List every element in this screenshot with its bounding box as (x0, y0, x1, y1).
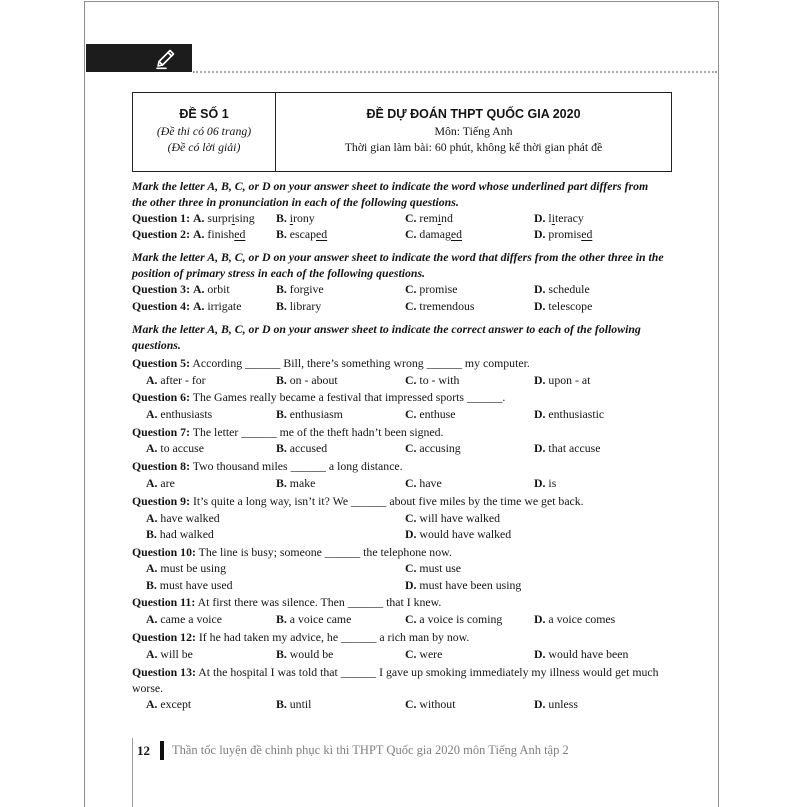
option-letter: D. (534, 407, 546, 421)
option-text: on - about (289, 373, 338, 387)
question-row (132, 629, 672, 646)
option-text: must be using (160, 561, 226, 575)
question-stem-continued: worse. (132, 681, 164, 695)
option-c (405, 475, 442, 492)
question-label: Question 9: (132, 494, 191, 508)
option-text: are (160, 476, 175, 490)
option-c (405, 646, 442, 663)
option-d (534, 372, 590, 389)
question-stem: Two thousand miles ______ a long distance. (192, 459, 403, 473)
option-letter: A. (192, 211, 205, 225)
option-text: must have used (159, 578, 233, 592)
option-text: until (289, 697, 312, 711)
option-letter: B. (146, 578, 157, 592)
option-letter: C. (405, 227, 417, 241)
option-a (193, 211, 255, 225)
underlined-part: ed (581, 227, 593, 241)
option-text: would be (289, 647, 334, 661)
option-letter: D. (405, 527, 417, 541)
option-text: that accuse (548, 441, 601, 455)
option-text: library (289, 299, 322, 313)
option-letter: B. (276, 612, 287, 626)
option-letter: D. (534, 612, 546, 626)
option-text: l (548, 211, 552, 225)
underlined-part: ed (315, 227, 328, 241)
options-row (132, 696, 672, 713)
exam-info-cell (276, 93, 671, 171)
exam-code-cell (133, 93, 276, 171)
underlined-part: ed (450, 227, 463, 241)
option-letter: A. (146, 441, 158, 455)
question-stem: If he had taken my advice, he ______ a rich man by now. (198, 630, 470, 644)
option-letter: D. (405, 578, 417, 592)
option-b (146, 577, 233, 594)
option-a (146, 440, 204, 457)
option-letter: B. (276, 697, 287, 711)
option-letter: C. (405, 697, 417, 711)
option-letter: C. (405, 282, 417, 296)
underlined-part: i (289, 211, 294, 225)
footer-margin-rule (132, 738, 133, 807)
question-row (132, 298, 672, 315)
option-d (405, 577, 521, 594)
question-label: Question 12: (132, 630, 196, 644)
option-letter: D. (534, 299, 546, 313)
option-letter: D. (534, 476, 546, 490)
option-b (146, 526, 214, 543)
section-instruction: Mark the letter A, B, C, or D on your answer sheet to indicate the correct answer to each of the following (132, 322, 641, 336)
options-row (132, 406, 672, 423)
question-row (132, 458, 672, 475)
question-stem: According ______ Bill, there’s something wrong ______ my computer. (192, 356, 530, 370)
header-dotted-rule (193, 71, 717, 73)
option-letter: D. (534, 211, 546, 225)
options-row (132, 510, 672, 527)
option-letter: B. (276, 441, 287, 455)
option-d (534, 281, 590, 298)
option-b (276, 475, 315, 492)
option-text: enthusiastic (548, 407, 605, 421)
options-row (132, 646, 672, 663)
option-letter: D. (534, 697, 546, 711)
option-text: a voice comes (548, 612, 616, 626)
option-c (405, 210, 453, 227)
option-d (534, 406, 604, 423)
option-text: promise (419, 282, 458, 296)
option-letter: C. (405, 407, 417, 421)
option-d (534, 440, 601, 457)
option-b (276, 611, 351, 628)
option-letter: C. (405, 441, 417, 455)
option-letter: A. (146, 407, 158, 421)
option-b (276, 406, 343, 423)
question-label: Question 8: (132, 459, 191, 473)
option-letter: C. (405, 476, 417, 490)
option-text: schedule (548, 282, 590, 296)
option-a (146, 406, 212, 423)
solution-note: (Đề có lời giải) (167, 140, 241, 154)
option-text: a voice came (289, 612, 352, 626)
question-stem: The Games really became a festival that impressed sports ______. (192, 390, 506, 404)
question-label: Question 1: (132, 211, 191, 225)
question-row (132, 355, 672, 372)
exam-title-box (132, 92, 672, 172)
option-text: is (548, 476, 557, 490)
question-label: Question 6: (132, 390, 191, 404)
option-c (405, 696, 455, 713)
option-letter: A. (146, 647, 158, 661)
question-stem: It’s quite a long way, isn’t it? We ______ about five miles by the time we get back. (192, 494, 584, 508)
underlined-part: ed (234, 227, 246, 241)
option-text: must have been using (419, 578, 522, 592)
option-text: without (419, 697, 456, 711)
option-letter: A. (146, 561, 158, 575)
option-text: have (419, 476, 442, 490)
question-stem: The line is busy; someone ______ the telephone now. (198, 545, 452, 559)
option-text: escap (289, 227, 316, 241)
option-text: promis (548, 227, 582, 241)
question-row (132, 226, 672, 243)
option-letter: A. (146, 373, 158, 387)
option-a (146, 510, 220, 527)
section-instruction: Mark the letter A, B, C, or D on your answer sheet to indicate the word whose underlined part differs from (132, 179, 649, 193)
option-c (405, 281, 457, 298)
pages-note: (Đề thi có 06 trang) (156, 124, 252, 138)
option-letter: B. (276, 373, 287, 387)
option-text: except (160, 697, 192, 711)
option-text: to accuse (160, 441, 204, 455)
exam-title: ĐỀ DỰ ĐOÁN THPT QUỐC GIA 2020 (366, 107, 581, 121)
book-title: Thần tốc luyện đề chinh phục kì thi THPT Quốc gia 2020 môn Tiếng Anh tập 2 (172, 743, 569, 757)
option-letter: A. (192, 299, 205, 313)
option-letter: C. (405, 373, 417, 387)
options-row (132, 440, 672, 457)
option-text: have walked (160, 511, 220, 525)
option-text: will be (160, 647, 193, 661)
option-a (146, 372, 206, 389)
option-letter: D. (534, 647, 546, 661)
option-d (534, 298, 592, 315)
option-text: damag (419, 227, 451, 241)
exam-code: ĐỀ SỐ 1 (179, 107, 229, 121)
option-text: sing (234, 211, 255, 225)
option-text: rem (419, 211, 438, 225)
option-letter: A. (192, 282, 205, 296)
option-d (534, 226, 592, 243)
question-row (132, 493, 672, 510)
option-text: enthusiasts (160, 407, 213, 421)
question-row (132, 544, 672, 561)
option-text: were (419, 647, 443, 661)
option-letter: A. (192, 227, 205, 241)
question-stem: The letter ______ me of the theft hadn’t been signed. (192, 425, 444, 439)
option-text: came a voice (160, 612, 222, 626)
options-row (132, 372, 672, 389)
option-letter: C. (405, 511, 417, 525)
option-text: make (289, 476, 316, 490)
pencil-icon (154, 46, 178, 70)
question-label: Question 10: (132, 545, 196, 559)
option-text: would have walked (419, 527, 512, 541)
option-text: to - with (419, 373, 460, 387)
option-c (405, 406, 455, 423)
option-letter: B. (276, 299, 287, 313)
option-letter: D. (534, 282, 546, 296)
option-letter: D. (534, 227, 546, 241)
question-label: Question 3: (132, 282, 191, 296)
page-number: 12 (137, 743, 150, 758)
options-row (132, 577, 672, 594)
option-text: upon - at (548, 373, 591, 387)
option-b (276, 226, 327, 243)
option-a (193, 299, 241, 313)
section-instruction: questions. (132, 338, 181, 352)
option-text: nd (441, 211, 453, 225)
exam-subject: Môn: Tiếng Anh (434, 124, 513, 138)
question-row (132, 594, 672, 611)
option-c (405, 298, 474, 315)
question-label: Question 13: (132, 665, 196, 679)
option-b (276, 646, 333, 663)
option-a (146, 475, 175, 492)
option-c (405, 611, 502, 628)
option-a (146, 560, 226, 577)
option-c (405, 440, 461, 457)
option-text: forgive (289, 282, 324, 296)
option-a (146, 696, 191, 713)
question-row (132, 210, 672, 227)
question-label: Question 4: (132, 299, 191, 313)
option-letter: C. (405, 561, 417, 575)
option-text: tremendous (419, 299, 475, 313)
option-letter: C. (405, 647, 417, 661)
option-text: had walked (159, 527, 214, 541)
option-d (534, 475, 556, 492)
option-letter: B. (276, 211, 287, 225)
option-d (534, 611, 615, 628)
underlined-part: i (231, 211, 235, 225)
option-text: must use (419, 561, 462, 575)
option-c (405, 560, 461, 577)
option-text: will have walked (419, 511, 501, 525)
option-text: surpr (207, 211, 232, 225)
option-a (146, 611, 222, 628)
option-b (276, 372, 338, 389)
option-letter: A. (146, 476, 158, 490)
option-text: finish (207, 227, 235, 241)
option-letter: D. (534, 441, 546, 455)
option-text: accusing (419, 441, 461, 455)
option-letter: B. (276, 476, 287, 490)
question-row (132, 424, 672, 441)
option-text: a voice is coming (419, 612, 503, 626)
question-label: Question 2: (132, 227, 191, 241)
option-text: orbit (207, 282, 230, 296)
options-row (132, 611, 672, 628)
option-text: telescope (548, 299, 593, 313)
option-letter: C. (405, 211, 417, 225)
option-b (276, 696, 311, 713)
option-c (405, 510, 500, 527)
option-text: would have been (548, 647, 629, 661)
option-text: rony (293, 211, 315, 225)
question-label: Question 11: (132, 595, 196, 609)
option-c (405, 372, 459, 389)
options-row (132, 560, 672, 577)
option-d (534, 696, 578, 713)
option-letter: D. (534, 373, 546, 387)
section-instruction: the other three in pronunciation in each of the following questions. (132, 195, 459, 209)
exam-duration: Thời gian làm bài: 60 phút, không kể thời gian phát đề (344, 140, 603, 154)
question-row (132, 664, 672, 681)
option-c (405, 226, 462, 243)
question-row (132, 389, 672, 406)
question-stem: At first there was silence. Then ______ that I knew. (197, 595, 442, 609)
option-text: enthusiasm (289, 407, 343, 421)
option-a (193, 227, 245, 241)
option-letter: B. (276, 282, 287, 296)
option-letter: B. (276, 647, 287, 661)
footer-divider-bar (160, 741, 164, 760)
option-letter: C. (405, 299, 417, 313)
section-instruction: Mark the letter A, B, C, or D on your answer sheet to indicate the word that differs from the other three in the (132, 250, 664, 264)
option-b (276, 440, 327, 457)
option-text: teracy (554, 211, 584, 225)
option-b (276, 210, 315, 227)
option-text: irrigate (207, 299, 242, 313)
option-letter: B. (276, 407, 287, 421)
option-d (534, 210, 584, 227)
question-label: Question 7: (132, 425, 191, 439)
section-instruction: position of primary stress in each of the following questions. (132, 266, 425, 280)
underlined-part: i (437, 211, 442, 225)
option-a (146, 646, 193, 663)
option-d (405, 526, 511, 543)
options-row (132, 526, 672, 543)
option-letter: C. (405, 612, 417, 626)
option-text: enthuse (419, 407, 456, 421)
option-letter: A. (146, 612, 158, 626)
header-bar (86, 44, 192, 72)
question-stem: At the hospital I was told that ______ I gave up smoking immediately my illness would get much (198, 665, 659, 679)
option-text: after - for (160, 373, 206, 387)
option-a (193, 282, 230, 296)
option-b (276, 281, 324, 298)
underlined-part: i (551, 211, 555, 225)
option-b (276, 298, 321, 315)
option-d (534, 646, 628, 663)
option-letter: A. (146, 511, 158, 525)
option-text: accused (289, 441, 328, 455)
option-text: unless (548, 697, 578, 711)
option-letter: A. (146, 697, 158, 711)
option-letter: B. (146, 527, 157, 541)
options-row (132, 475, 672, 492)
question-row (132, 281, 672, 298)
question-label: Question 5: (132, 356, 191, 370)
option-letter: B. (276, 227, 287, 241)
